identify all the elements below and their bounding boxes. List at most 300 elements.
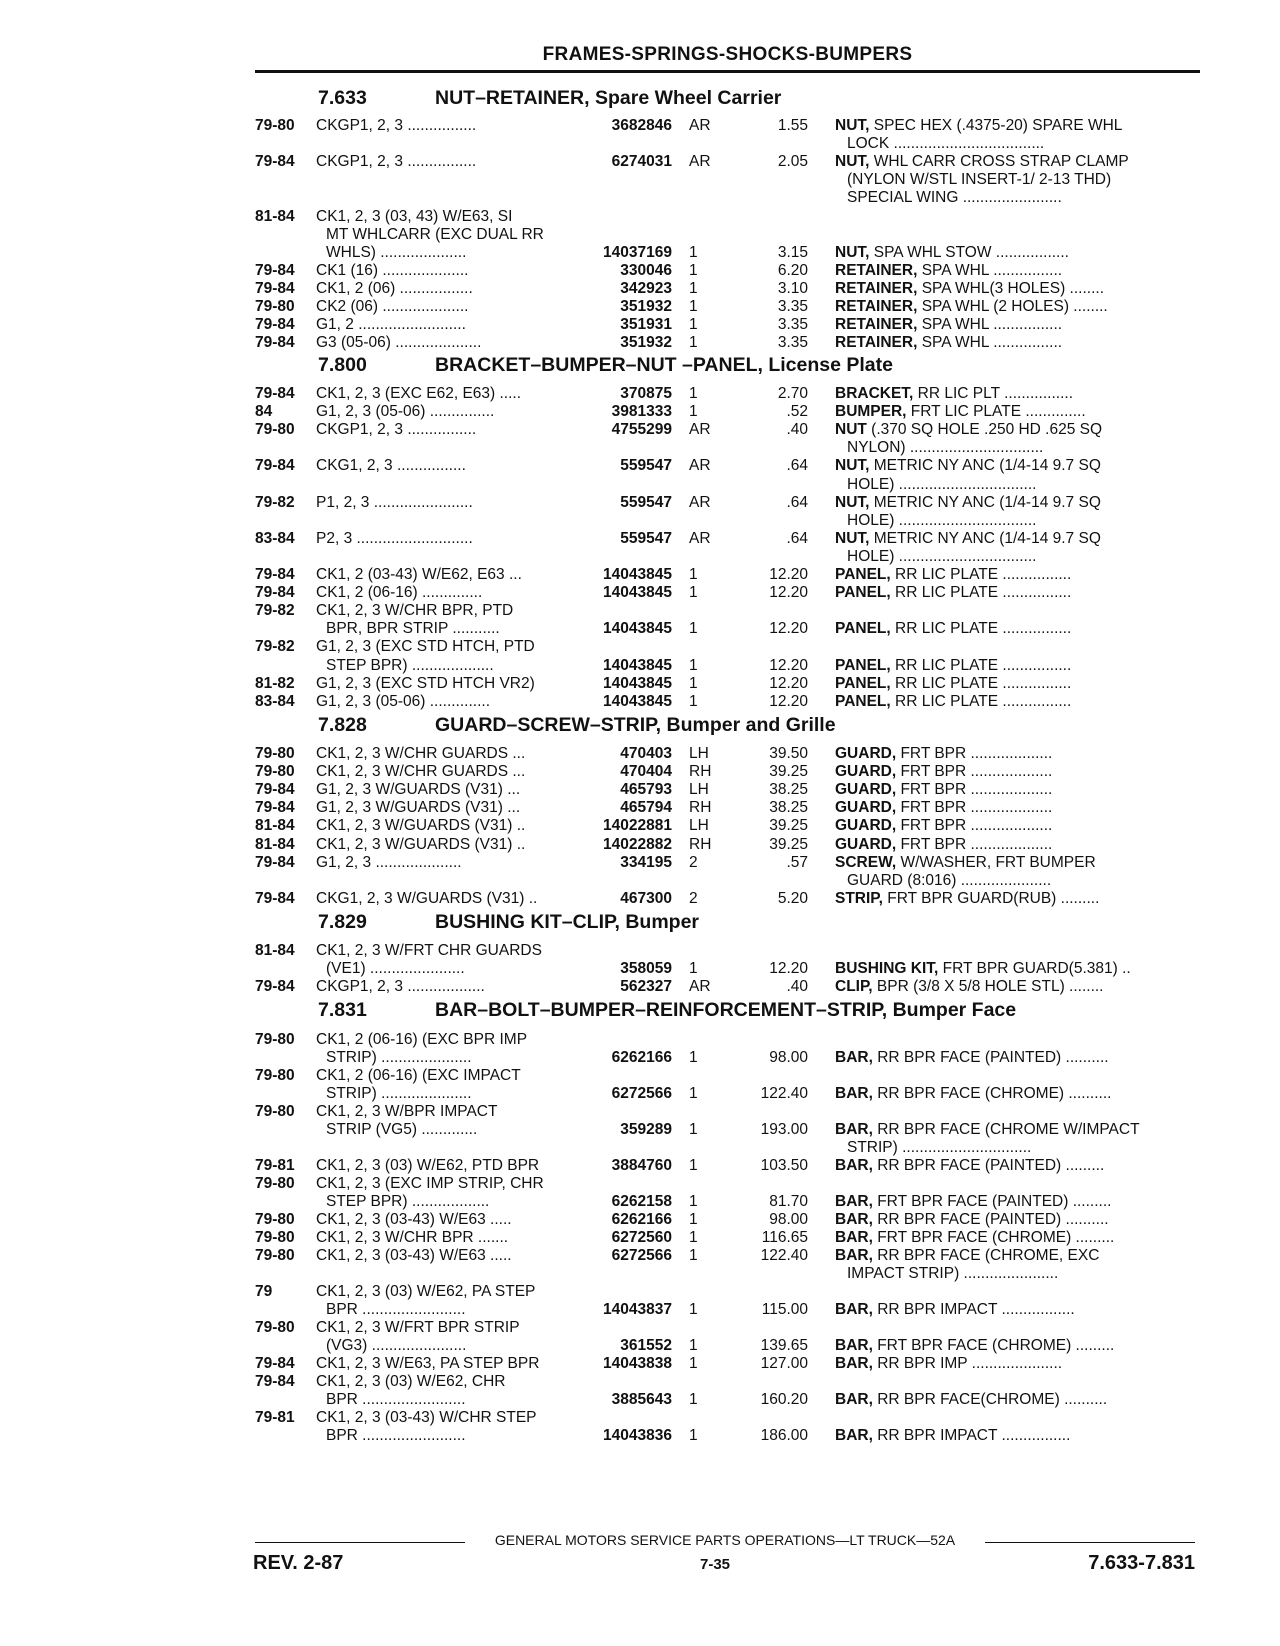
part-detail: SPA WHL STOW .................	[869, 243, 1069, 261]
catalog-row	[255, 692, 1200, 711]
model-application: CKGP1, 2, 3 ................	[316, 117, 477, 134]
part-name: RETAINER,	[835, 279, 918, 297]
catalog-row	[255, 475, 1200, 494]
model-application: BPR, BPR STRIP ...........	[326, 620, 500, 638]
quantity: RH	[689, 799, 712, 817]
catalog-row	[255, 816, 1200, 835]
part-detail: BPR (3/8 X 5/8 HOLE STL) ........	[872, 978, 1104, 996]
price: 186.00	[760, 1427, 808, 1444]
part-name: BAR,	[835, 1301, 873, 1318]
price: 39.25	[769, 763, 808, 781]
part-name: RETAINER,	[835, 316, 918, 334]
catalog-row	[255, 1210, 1200, 1229]
part-name: NUT,	[835, 153, 870, 171]
price: 122.40	[760, 1247, 808, 1264]
model-application: P2, 3 ...........................	[316, 529, 473, 547]
part-number: 559547	[620, 457, 672, 475]
part-number: 465794	[620, 799, 672, 817]
part-description	[847, 1264, 1212, 1283]
quantity: 1	[689, 385, 698, 402]
part-detail: FRT BPR ...................	[896, 835, 1053, 853]
part-description	[835, 853, 1200, 872]
part-detail: SPA WHL ................	[917, 261, 1063, 279]
model-year: 79-84	[255, 1373, 295, 1390]
price: 103.50	[760, 1157, 808, 1174]
part-detail: LOCK ...................................	[847, 135, 1045, 153]
catalog-row	[255, 384, 1200, 403]
part-detail: RR LIC PLATE ................	[890, 674, 1072, 692]
part-number: 361552	[620, 1337, 672, 1354]
catalog-row	[255, 1354, 1200, 1373]
part-detail: FRT BPR FACE (CHROME) .........	[872, 1229, 1115, 1246]
part-name: NUT,	[835, 493, 870, 511]
model-application: CK1, 2 (06-16) ..............	[316, 584, 483, 602]
price: 98.00	[769, 1211, 808, 1228]
model-year: 79-82	[255, 602, 295, 620]
section-number: 7.828	[318, 714, 367, 736]
model-application: MT WHLCARR (EXC DUAL RR	[326, 225, 544, 243]
part-name: BAR,	[835, 1427, 873, 1444]
model-application: STEP BPR) ...................	[326, 656, 494, 674]
part-description	[835, 565, 1200, 584]
price: 98.00	[769, 1049, 808, 1066]
quantity: 1	[689, 298, 698, 315]
revision-label: REV. 2-87	[253, 1552, 344, 1574]
price: 81.70	[769, 1193, 808, 1210]
quantity: 1	[689, 1301, 698, 1318]
model-application: CK1, 2 (06-16) (EXC IMPACT	[316, 1067, 521, 1084]
part-detail: METRIC NY ANC (1/4-14 9.7 SQ	[869, 457, 1101, 475]
part-number: 351931	[620, 316, 672, 334]
part-detail: FRT BPR ...................	[896, 781, 1053, 799]
part-name: BAR,	[835, 1193, 873, 1210]
part-description	[835, 1084, 1200, 1103]
catalog-row	[255, 1066, 1200, 1085]
price: .64	[786, 457, 808, 475]
quantity: 1	[689, 1121, 698, 1138]
catalog-row	[255, 1138, 1200, 1157]
model-year: 79-80	[255, 763, 295, 781]
part-name: SCREW,	[835, 853, 897, 871]
catalog-row	[255, 762, 1200, 781]
model-application: G1, 2, 3 (EXC STD HTCH, PTD	[316, 638, 535, 656]
part-detail: SPEC HEX (.4375-20) SPARE WHL	[869, 117, 1123, 134]
part-detail: (NYLON W/STL INSERT-1/ 2-13 THD)	[847, 171, 1112, 189]
part-detail: IMPACT STRIP) ......................	[847, 1265, 1059, 1282]
footer-rule-left	[255, 1542, 465, 1543]
part-description	[835, 315, 1200, 334]
part-description	[835, 1156, 1200, 1175]
catalog-row	[255, 941, 1200, 960]
part-description	[847, 1138, 1212, 1157]
quantity: 1	[689, 1391, 698, 1408]
part-name: BRACKET,	[835, 385, 914, 402]
catalog-row	[255, 134, 1200, 153]
quantity: 1	[689, 692, 698, 710]
section-number: 7.800	[318, 354, 367, 376]
part-detail: RR LIC PLATE ................	[890, 620, 1072, 638]
quantity: 1	[689, 261, 698, 279]
price: 2.70	[777, 385, 808, 402]
model-application: CK1, 2, 3 (03) W/E62, PTD BPR	[316, 1157, 540, 1174]
part-description	[835, 619, 1200, 638]
part-name: GUARD,	[835, 745, 897, 762]
section-number: 7.831	[318, 999, 367, 1021]
part-detail: RR BPR IMP .....................	[872, 1355, 1063, 1372]
part-number: 6262158	[611, 1193, 672, 1210]
price: .40	[786, 978, 808, 996]
part-number: 14043836	[603, 1427, 672, 1444]
part-description	[835, 402, 1200, 421]
model-application: STRIP) .....................	[326, 1049, 472, 1066]
part-name: GUARD,	[835, 799, 897, 817]
part-name: RETAINER,	[835, 298, 918, 315]
model-year: 79-80	[255, 298, 295, 315]
catalog-row	[255, 116, 1200, 135]
model-application: CK1, 2 (03-43) W/E62, E63 ...	[316, 566, 522, 583]
part-number: 4755299	[611, 421, 672, 439]
catalog-row	[255, 853, 1200, 872]
model-year: 79-80	[255, 1103, 295, 1120]
quantity: 1	[689, 279, 698, 297]
quantity: 1	[689, 960, 698, 978]
catalog-row	[255, 656, 1200, 675]
catalog-row	[255, 780, 1200, 799]
part-description	[835, 1354, 1200, 1373]
footer-publisher: GENERAL MOTORS SERVICE PARTS OPERATIONS—LT TRUCK—52A	[494, 1532, 956, 1548]
part-detail: FRT BPR FACE (PAINTED) .........	[872, 1193, 1112, 1210]
part-detail: RR LIC PLATE ................	[890, 692, 1072, 710]
price: .64	[786, 529, 808, 547]
model-application: CK1, 2, 3 (03-43) W/CHR STEP	[316, 1409, 537, 1426]
section-title: BUSHING KIT–CLIP, Bumper	[435, 911, 700, 933]
part-name: PANEL,	[835, 566, 891, 583]
part-number: 562327	[620, 978, 672, 996]
part-description	[835, 1300, 1200, 1319]
part-name: PANEL,	[835, 620, 891, 638]
part-detail: RR BPR FACE (CHROME, EXC	[872, 1247, 1100, 1264]
model-application: CK1 (16) ....................	[316, 261, 469, 279]
part-detail: RR BPR FACE(CHROME) ..........	[872, 1391, 1108, 1408]
part-detail: FRT BPR ...................	[896, 745, 1053, 762]
quantity: AR	[689, 117, 711, 134]
part-detail: RR BPR FACE (CHROME W/IMPACT	[872, 1121, 1140, 1138]
quantity: 1	[689, 1355, 698, 1372]
catalog-row	[255, 261, 1200, 280]
model-application: G1, 2, 3 W/GUARDS (V31) ...	[316, 781, 521, 799]
part-number: 559547	[620, 529, 672, 547]
catalog-row	[255, 279, 1200, 298]
part-detail: RR BPR FACE (PAINTED) ..........	[872, 1211, 1109, 1228]
part-name: GUARD,	[835, 781, 897, 799]
price: 127.00	[760, 1355, 808, 1372]
part-number: 330046	[620, 261, 672, 279]
part-number: 3682846	[611, 117, 672, 134]
model-application: CK1, 2 (06-16) (EXC BPR IMP	[316, 1031, 528, 1048]
part-number: 334195	[620, 853, 672, 871]
model-application: CK1, 2 (06) .................	[316, 279, 473, 297]
part-detail: RR LIC PLATE ................	[890, 566, 1072, 583]
part-name: BAR,	[835, 1121, 873, 1138]
part-detail: FRT LIC PLATE ..............	[906, 403, 1086, 421]
model-year: 79-80	[255, 745, 295, 762]
part-detail: SPA WHL(3 HOLES) ........	[917, 279, 1105, 297]
part-description	[835, 1192, 1200, 1211]
part-number: 3884760	[611, 1157, 672, 1174]
quantity: AR	[689, 153, 711, 171]
quantity: AR	[689, 978, 711, 996]
part-name: NUT	[835, 421, 867, 439]
price: .52	[786, 403, 808, 421]
catalog-row	[255, 333, 1200, 352]
model-application: CK1, 2, 3 W/CHR GUARDS ...	[316, 745, 526, 762]
quantity: LH	[689, 781, 709, 799]
part-number: 470403	[620, 745, 672, 762]
price: 139.65	[760, 1337, 808, 1354]
part-name: BAR,	[835, 1157, 873, 1174]
catalog-row	[255, 977, 1200, 996]
quantity: 1	[689, 1157, 698, 1174]
part-description	[835, 1390, 1200, 1409]
quantity: 1	[689, 1337, 698, 1354]
part-description	[835, 493, 1200, 512]
quantity: 1	[689, 334, 698, 352]
model-application: G3 (05-06) ....................	[316, 334, 482, 352]
part-number: 465793	[620, 781, 672, 799]
part-description	[835, 1048, 1200, 1067]
price: 1.55	[777, 117, 808, 134]
part-detail: FRT BPR ...................	[896, 763, 1053, 781]
price: 3.35	[777, 316, 808, 334]
model-application: G1, 2, 3 (05-06) ...............	[316, 403, 495, 421]
price: 39.25	[769, 817, 808, 835]
quantity: 1	[689, 1427, 698, 1444]
catalog-row	[255, 674, 1200, 693]
part-number: 14043837	[603, 1301, 672, 1318]
catalog-row	[255, 207, 1200, 226]
catalog-row	[255, 1390, 1200, 1409]
model-year: 79-80	[255, 1031, 295, 1048]
section-range: 7.633-7.831	[1088, 1552, 1195, 1574]
model-application: CK2 (06) ....................	[316, 298, 469, 315]
catalog-row	[255, 1156, 1200, 1175]
part-number: 14043845	[603, 584, 672, 602]
catalog-row	[255, 315, 1200, 334]
model-year: 81-84	[255, 942, 295, 959]
model-application: CKGP1, 2, 3 ................	[316, 153, 477, 171]
catalog-row	[255, 511, 1200, 530]
page-number: 7-35	[700, 1556, 731, 1573]
price: 12.20	[769, 674, 808, 692]
catalog-row	[255, 1426, 1200, 1445]
catalog-row	[255, 959, 1200, 978]
model-year: 84	[255, 403, 273, 421]
model-application: STEP BPR) ..................	[326, 1193, 490, 1210]
part-description	[835, 1210, 1200, 1229]
part-name: GUARD,	[835, 835, 897, 853]
model-application: CK1, 2, 3 W/CHR BPR, PTD	[316, 602, 514, 620]
part-description	[835, 798, 1200, 817]
part-description	[835, 333, 1200, 352]
part-name: STRIP,	[835, 889, 883, 907]
part-description	[835, 243, 1200, 262]
price: 12.20	[769, 960, 808, 978]
part-detail: FRT BPR ...................	[896, 799, 1053, 817]
catalog-row	[255, 798, 1200, 817]
part-detail: SPECIAL WING .......................	[847, 189, 1062, 207]
part-detail: FRT BPR GUARD(RUB) .........	[882, 889, 1100, 907]
part-name: BAR,	[835, 1049, 873, 1066]
price: 160.20	[760, 1391, 808, 1408]
model-year: 83-84	[255, 692, 295, 710]
price: 5.20	[777, 889, 808, 907]
quantity: AR	[689, 421, 711, 439]
model-application: CK1, 2, 3 W/CHR GUARDS ...	[316, 763, 526, 781]
quantity: 1	[689, 1247, 698, 1264]
catalog-row	[255, 225, 1200, 244]
quantity: 1	[689, 566, 698, 583]
part-number: 559547	[620, 493, 672, 511]
part-name: BUSHING KIT,	[835, 960, 939, 978]
part-description	[835, 1336, 1200, 1355]
catalog-row	[255, 565, 1200, 584]
part-name: BUMPER,	[835, 403, 907, 421]
model-application: G1, 2 .........................	[316, 316, 466, 334]
model-year: 79-84	[255, 316, 295, 334]
quantity: 1	[689, 316, 698, 334]
model-year: 79	[255, 1283, 273, 1300]
model-application: CK1, 2, 3 (EXC E62, E63) .....	[316, 385, 522, 402]
part-detail: FRT BPR FACE (CHROME) .........	[872, 1337, 1115, 1354]
part-number: 14022881	[603, 817, 672, 835]
quantity: 2	[689, 889, 698, 907]
part-name: GUARD,	[835, 817, 897, 835]
part-number: 6272566	[611, 1085, 672, 1102]
model-application: CK1, 2, 3 (03-43) W/E63 .....	[316, 1247, 512, 1264]
footer-rule-right	[985, 1542, 1195, 1543]
part-detail: HOLE) ................................	[847, 547, 1037, 565]
part-number: 351932	[620, 334, 672, 352]
catalog-row	[255, 1120, 1200, 1139]
model-year: 79-84	[255, 334, 295, 352]
quantity: RH	[689, 763, 712, 781]
model-year: 79-81	[255, 1409, 295, 1426]
catalog-row	[255, 619, 1200, 638]
model-application: CK1, 2, 3 (EXC IMP STRIP, CHR	[316, 1175, 544, 1192]
catalog-row	[255, 583, 1200, 602]
section-heading	[255, 911, 1200, 933]
price: 116.65	[761, 1229, 808, 1246]
part-number: 6272566	[611, 1247, 672, 1264]
price: .64	[786, 493, 808, 511]
model-year: 79-84	[255, 799, 295, 817]
part-name: BAR,	[835, 1085, 873, 1102]
part-number: 14043838	[603, 1355, 672, 1372]
catalog-row	[255, 835, 1200, 854]
model-application: CK1, 2, 3 W/FRT CHR GUARDS	[316, 942, 542, 959]
part-name: BAR,	[835, 1211, 873, 1228]
part-number: 370875	[620, 385, 672, 402]
part-detail: SPA WHL ................	[917, 334, 1063, 352]
quantity: 1	[689, 656, 698, 674]
part-name: BAR,	[835, 1337, 873, 1354]
part-description	[835, 744, 1200, 763]
catalog-row	[255, 1102, 1200, 1121]
model-application: CK1, 2, 3 (03) W/E62, CHR	[316, 1373, 506, 1390]
part-description	[835, 835, 1200, 854]
catalog-row	[255, 601, 1200, 620]
part-description	[835, 889, 1200, 908]
model-year: 79-84	[255, 385, 295, 402]
catalog-row	[255, 1048, 1200, 1067]
part-description	[835, 420, 1200, 439]
section-heading	[255, 714, 1200, 736]
model-application: G1, 2, 3 (EXC STD HTCH VR2)	[316, 674, 535, 692]
part-description	[835, 1120, 1200, 1139]
catalog-row	[255, 1282, 1200, 1301]
model-year: 79-84	[255, 566, 295, 583]
section-title: BAR–BOLT–BUMPER–REINFORCEMENT–STRIP, Bumper Face	[435, 999, 1017, 1021]
header-rule	[255, 70, 1200, 73]
model-year: 79-84	[255, 584, 295, 602]
model-year: 81-84	[255, 207, 295, 225]
price: 115.00	[761, 1301, 808, 1318]
quantity: 1	[689, 1049, 698, 1066]
catalog-row	[255, 1408, 1200, 1427]
part-description	[835, 816, 1200, 835]
part-detail: HOLE) ................................	[847, 511, 1037, 529]
model-application: CK1, 2, 3 (03, 43) W/E63, SI	[316, 207, 513, 225]
section-title: GUARD–SCREW–STRIP, Bumper and Grille	[435, 714, 836, 736]
catalog-row	[255, 438, 1200, 457]
part-description	[835, 116, 1200, 135]
model-year: 81-82	[255, 674, 295, 692]
model-year: 79-80	[255, 1319, 295, 1336]
section-title: BRACKET–BUMPER–NUT –PANEL, License Plate	[435, 354, 893, 376]
catalog-row	[255, 493, 1200, 512]
quantity: 1	[689, 1211, 698, 1228]
part-detail: METRIC NY ANC (1/4-14 9.7 SQ	[869, 529, 1101, 547]
catalog-row	[255, 1084, 1200, 1103]
part-name: PANEL,	[835, 656, 891, 674]
model-year: 79-84	[255, 279, 295, 297]
model-year: 83-84	[255, 529, 295, 547]
model-year: 81-84	[255, 817, 295, 835]
part-name: NUT,	[835, 117, 870, 134]
part-name: PANEL,	[835, 674, 891, 692]
quantity: 1	[689, 674, 698, 692]
model-application: CK1, 2, 3 W/FRT BPR STRIP	[316, 1319, 520, 1336]
model-year: 79-80	[255, 1229, 295, 1246]
catalog-row	[255, 170, 1200, 189]
part-detail: RR BPR FACE (PAINTED) ..........	[872, 1049, 1109, 1066]
model-application: CKG1, 2, 3 ................	[316, 457, 466, 475]
quantity: 1	[689, 243, 698, 261]
quantity: AR	[689, 493, 711, 511]
catalog-row	[255, 402, 1200, 421]
model-application: BPR ........................	[326, 1301, 466, 1318]
price: .57	[786, 853, 808, 871]
part-detail: SPA WHL (2 HOLES) ........	[917, 298, 1108, 315]
part-name: CLIP,	[835, 978, 873, 996]
section-title: NUT–RETAINER, Spare Wheel Carrier	[435, 87, 782, 109]
price: 12.20	[769, 692, 808, 710]
part-number: 342923	[620, 279, 672, 297]
price: 122.40	[760, 1085, 808, 1102]
catalog-row	[255, 420, 1200, 439]
model-year: 79-84	[255, 261, 295, 279]
model-application: G1, 2, 3 (05-06) ..............	[316, 692, 491, 710]
